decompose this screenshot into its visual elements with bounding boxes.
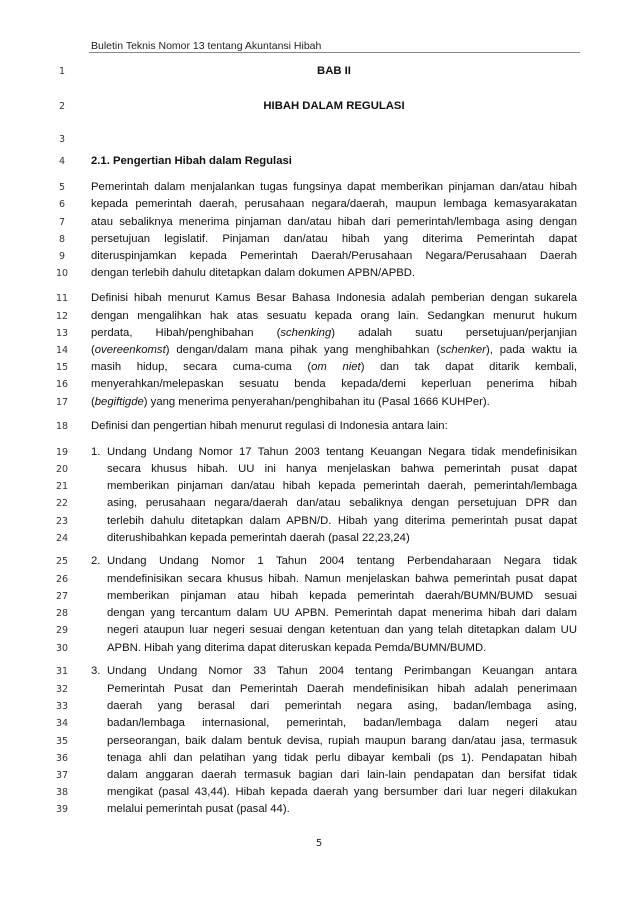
page-number: 5 — [315, 838, 323, 849]
line-number: 32 — [55, 684, 69, 695]
chapter-title: HIBAH DALAM REGULASI — [263, 100, 405, 112]
paragraph-line: masih hidup, secara cuma-cuma (om niet) dan tak dapat ditarik kembali, — [91, 361, 578, 373]
list-item-line: dengan yang tercantum dalam UU APBN. Pemerintah dapat menerima hibah dari dalam — [107, 607, 577, 619]
line-number: 5 — [58, 182, 66, 193]
paragraph-line: diteruspinjamkan kepada Pemerintah Daerah/Perusahaan Negara/Perusahaan Daerah — [91, 250, 577, 262]
list-item-number: 1. — [91, 446, 101, 458]
chapter-label: BAB II — [317, 65, 351, 77]
line-number: 11 — [55, 293, 69, 304]
list-item-line: Undang Undang Nomor 1 Tahun 2004 tentang Perbendaharaan Negara tidak — [107, 555, 577, 567]
list-item-line: Pemerintah Pusat dan Pemerintah Daerah mendefinisikan hibah adalah penerimaan — [107, 683, 577, 695]
line-number: 13 — [55, 328, 69, 339]
line-number: 21 — [55, 481, 69, 492]
list-item-number: 2. — [91, 555, 101, 567]
line-number: 22 — [55, 498, 69, 509]
paragraph-line: Definisi dan pengertian hibah menurut regulasi di Indonesia antara lain: — [91, 420, 448, 432]
line-number: 30 — [55, 643, 69, 654]
list-item-line: perseorangan, baik dalam bentuk devisa, rupiah maupun barang dan/atau jasa, termasuk — [107, 735, 577, 747]
line-number: 24 — [55, 533, 69, 544]
list-item-line: secara khusus hibah. UU ini hanya menjelaskan bahwa pemerintah pusat dapat — [107, 463, 577, 475]
line-number: 25 — [55, 556, 69, 567]
paragraph-line: perdata, Hibah/penghibahan (schenking) adalah suatu persetujuan/perjanjian — [91, 327, 577, 339]
list-item-line: dalam anggaran daerah termasuk bagian dari lain-lain pendapatan dan bersifat tidak — [107, 769, 577, 781]
line-number: 35 — [55, 736, 69, 747]
paragraph-line: kepada pemerintah daerah, perusahaan negara/daerah, maupun lembaga kemasyarakatan — [91, 198, 577, 210]
line-number: 36 — [55, 753, 69, 764]
line-number: 17 — [55, 397, 69, 408]
paragraph-line: menyerahkan/melepaskan sesuatu benda kepada/demi keperluan penerima hibah — [91, 378, 577, 390]
line-number: 37 — [55, 770, 69, 781]
list-item-line: melalui pemerintah pusat (pasal 44). — [107, 803, 290, 815]
line-number: 33 — [55, 701, 69, 712]
running-header: Buletin Teknis Nomor 13 tentang Akuntansi Hibah — [91, 40, 322, 52]
paragraph-line: atau sebaliknya menerima pinjaman dan/atau hibah dari pemerintah/lembaga asing dengan — [91, 216, 577, 228]
line-number: 14 — [55, 345, 69, 356]
list-item-line: tenaga ahli dan pelatihan yang tidak perlu dibayar kembali (ps 1). Pendapatan hibah — [107, 752, 577, 764]
list-item-number: 3. — [91, 665, 101, 677]
line-number: 16 — [55, 379, 69, 390]
section-heading: 2.1. Pengertian Hibah dalam Regulasi — [91, 155, 292, 167]
header-rule — [89, 52, 580, 53]
paragraph-line: dengan mengalihkan hak atas sesuatu kepada orang lain. Sedangkan menurut hukum — [91, 310, 577, 322]
list-item-line: terlebih dahulu ditetapkan dalam APBN/D. Hibah yang diterima pemerintah pusat dapat — [107, 515, 577, 527]
line-number: 34 — [55, 718, 69, 729]
list-item-line: asing, perusahaan negara/daerah dan/atau sebaliknya dengan persetujuan DPR dan — [107, 497, 577, 509]
list-item-line: daerah yang berasal dari pemerintah negara asing, badan/lembaga asing, — [107, 700, 577, 712]
list-item-line: badan/lembaga internasional, pemerintah, badan/lembaga dalam negeri atau — [107, 717, 577, 729]
line-number: 9 — [58, 251, 66, 262]
line-number: 12 — [55, 311, 69, 322]
list-item-line: Undang Undang Nomor 33 Tahun 2004 tentang Perimbangan Keuangan antara — [107, 665, 577, 677]
list-item-line: mendefinisikan secara khusus hibah. Namun menjelaskan bahwa pemerintah pusat dapat — [107, 573, 577, 585]
paragraph-line: Pemerintah dalam menjalankan tugas fungsinya dapat memberikan pinjaman dan/atau hibah — [91, 181, 577, 193]
line-number: 1 — [58, 66, 66, 77]
list-item-line: mengikat (pasal 43,44). Hibah kepada daerah yang bersumber dari luar negeri dilakukan — [107, 786, 577, 798]
line-number: 31 — [55, 666, 69, 677]
line-number: 7 — [58, 217, 66, 228]
line-number: 8 — [58, 234, 66, 245]
paragraph-line: Definisi hibah menurut Kamus Besar Bahasa Indonesia adalah pemberian dengan sukarela — [91, 292, 577, 304]
line-number: 27 — [55, 591, 69, 602]
line-number: 2 — [58, 101, 66, 112]
line-number: 39 — [55, 804, 69, 815]
line-number: 23 — [55, 516, 69, 527]
paragraph-line: dengan terlebih dahulu ditetapkan dalam dokumen APBN/APBD. — [91, 267, 416, 279]
line-number: 4 — [58, 156, 66, 167]
line-number: 10 — [55, 268, 69, 279]
line-number: 29 — [55, 625, 69, 636]
line-number: 20 — [55, 464, 69, 475]
line-number: 15 — [55, 362, 69, 373]
paragraph-line: (begiftigde) yang menerima penyerahan/penghibahan itu (Pasal 1666 KUHPer). — [91, 396, 490, 408]
paragraph-line: (overeenkomst) dengan/dalam mana pihak yang menghibahkan (schenker), pada waktu ia — [91, 344, 577, 356]
list-item-line: diterushibahkan kepada pemerintah daerah (pasal 22,23,24) — [107, 532, 410, 544]
line-number: 28 — [55, 608, 69, 619]
list-item-line: Undang Undang Nomor 17 Tahun 2003 tentang Keuangan Negara tidak mendefinisikan — [107, 446, 577, 458]
line-number: 3 — [58, 134, 66, 145]
line-number: 38 — [55, 787, 69, 798]
line-number: 18 — [55, 421, 69, 432]
list-item-line: memberikan pinjaman atau hibah kepada pemerintah daerah/BUMN/BUMD sesuai — [107, 590, 577, 602]
list-item-line: negeri ataupun luar negeri sesuai dengan ketentuan dan yang telah ditetapkan dalam UU — [107, 624, 577, 636]
line-number: 26 — [55, 574, 69, 585]
line-number: 19 — [55, 447, 69, 458]
list-item-line: APBN. Hibah yang diterima dapat diteruskan kepada Pemda/BUMN/BUMD. — [107, 642, 487, 654]
list-item-line: memberikan pinjaman dan/atau hibah kepada pemerintah daerah, pemerintah/lembaga — [107, 480, 577, 492]
paragraph-line: persetujuan legislatif. Pinjaman dan/atau hibah yang diterima Pemerintah dapat — [91, 233, 577, 245]
line-number: 6 — [58, 199, 66, 210]
